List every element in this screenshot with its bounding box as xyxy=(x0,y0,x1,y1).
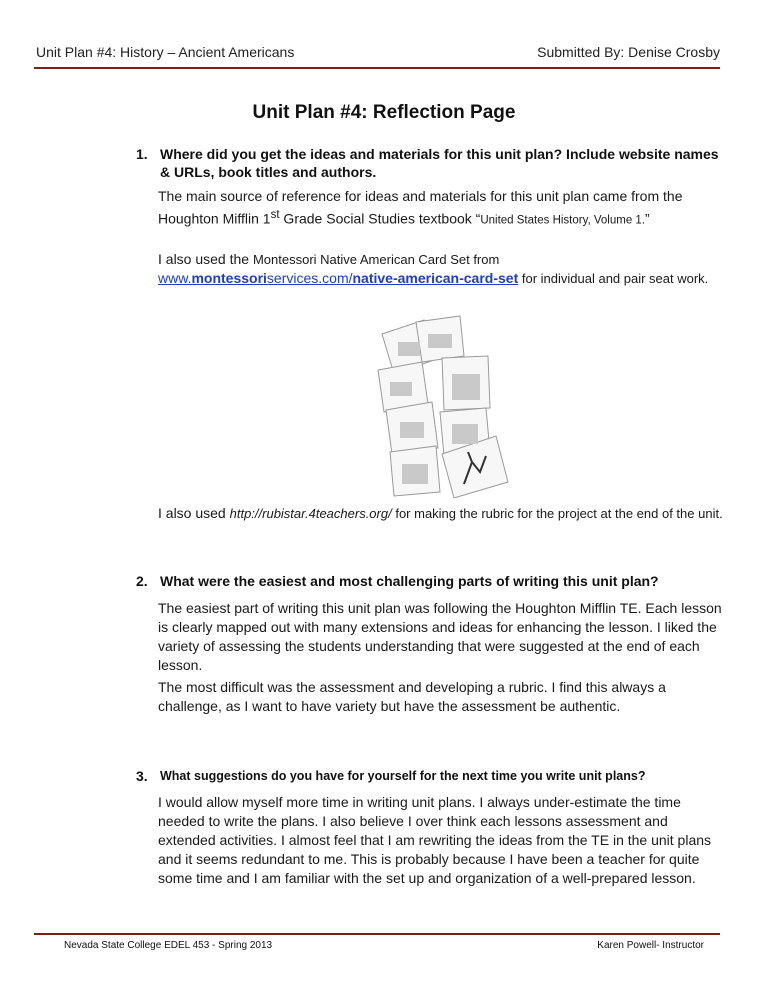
page-title: Unit Plan #4: Reflection Page xyxy=(252,102,516,123)
q2-answer-paragraph-2: The most difficult was the assessment and developing a rubric. I find this always a challenge, as I want to have variety but have the assessment be authentic. xyxy=(158,679,666,714)
link-part-4: native-american-card-set xyxy=(352,270,519,286)
q1-answer-paragraph-2 xyxy=(158,250,724,288)
header-unit-title: Unit Plan #4: History – Ancient Americans xyxy=(36,44,295,60)
question-1-text: Where did you get the ideas and materials for this unit plan? Include website names & URLs, book titles and authors. xyxy=(160,146,719,180)
question-3 xyxy=(136,767,736,785)
q1-answer-p3-text: I also used xyxy=(158,505,230,521)
question-3-text: What suggestions do you have for yourself for the next time you write unit plans? xyxy=(160,769,646,783)
question-2-text: What were the easiest and most challenging parts of writing this unit plan? xyxy=(160,573,659,589)
link-part-1: www. xyxy=(158,270,192,286)
question-2-number: 2. xyxy=(136,573,148,589)
q2-answer-paragraph-1: The easiest part of writing this unit plan was following the Houghton Mifflin TE. Each lesson is clearly mapped out with many extensions and ideas for enhancing the lesson. I liked the variety of assessing the students understanding that were suggested at the end of each lesson. xyxy=(158,600,722,673)
q1-answer-p2-text: I also used the xyxy=(158,251,253,267)
q1-answer-paragraph-3 xyxy=(158,504,724,523)
header-submitted-by: Submitted By: Denise Crosby xyxy=(537,44,720,60)
question-2 xyxy=(136,572,726,590)
header-divider xyxy=(34,67,720,69)
q1-answer-p1-sup: st xyxy=(270,209,280,221)
q1-answer-p1-text: The main source of reference for ideas and materials for this unit plan came from the Houghton Mifflin 1 xyxy=(158,188,683,227)
rubistar-url[interactable]: http://rubistar.4teachers.org/ xyxy=(229,506,392,521)
montessori-link[interactable] xyxy=(158,270,518,286)
question-3-number: 3. xyxy=(136,768,148,784)
footer-instructor: Karen Powell- Instructor xyxy=(597,940,704,951)
question-1 xyxy=(136,145,726,181)
q1-answer-p2-card-set: Montessori Native American Card Set from xyxy=(252,252,500,267)
question-1-number: 1. xyxy=(136,146,148,162)
q1-answer-paragraph-1 xyxy=(158,187,724,231)
link-part-2: montessori xyxy=(191,270,267,286)
footer-course: Nevada State College EDEL 453 - Spring 2013 xyxy=(64,940,273,951)
q3-answer-paragraph-1: I would allow myself more time in writing unit plans. I always under-estimate the time needed to write the plans. I also believe I over think each lessons assessment and extended activities. I almost feel that I am rewriting the ideas from the TE in the unit plans and it seems redundant to me. This is probably because I have been a teacher for quite some time and I am familiar with the set up and organization of a well-prepared lesson. xyxy=(158,794,712,886)
card-set-image xyxy=(372,312,532,498)
link-part-3: services.com/ xyxy=(266,270,353,286)
q1-answer-p2-end: for individual and pair seat work. xyxy=(518,271,709,286)
q1-answer-p1-end: ” xyxy=(645,210,650,227)
q1-answer-p1-text-b: Grade Social Studies textbook “ xyxy=(279,210,481,227)
footer-divider xyxy=(34,933,720,935)
q1-answer-p3-end: for making the rubric for the project at the end of the unit. xyxy=(391,506,723,521)
q1-book-title: United States History, Volume 1. xyxy=(480,214,646,227)
